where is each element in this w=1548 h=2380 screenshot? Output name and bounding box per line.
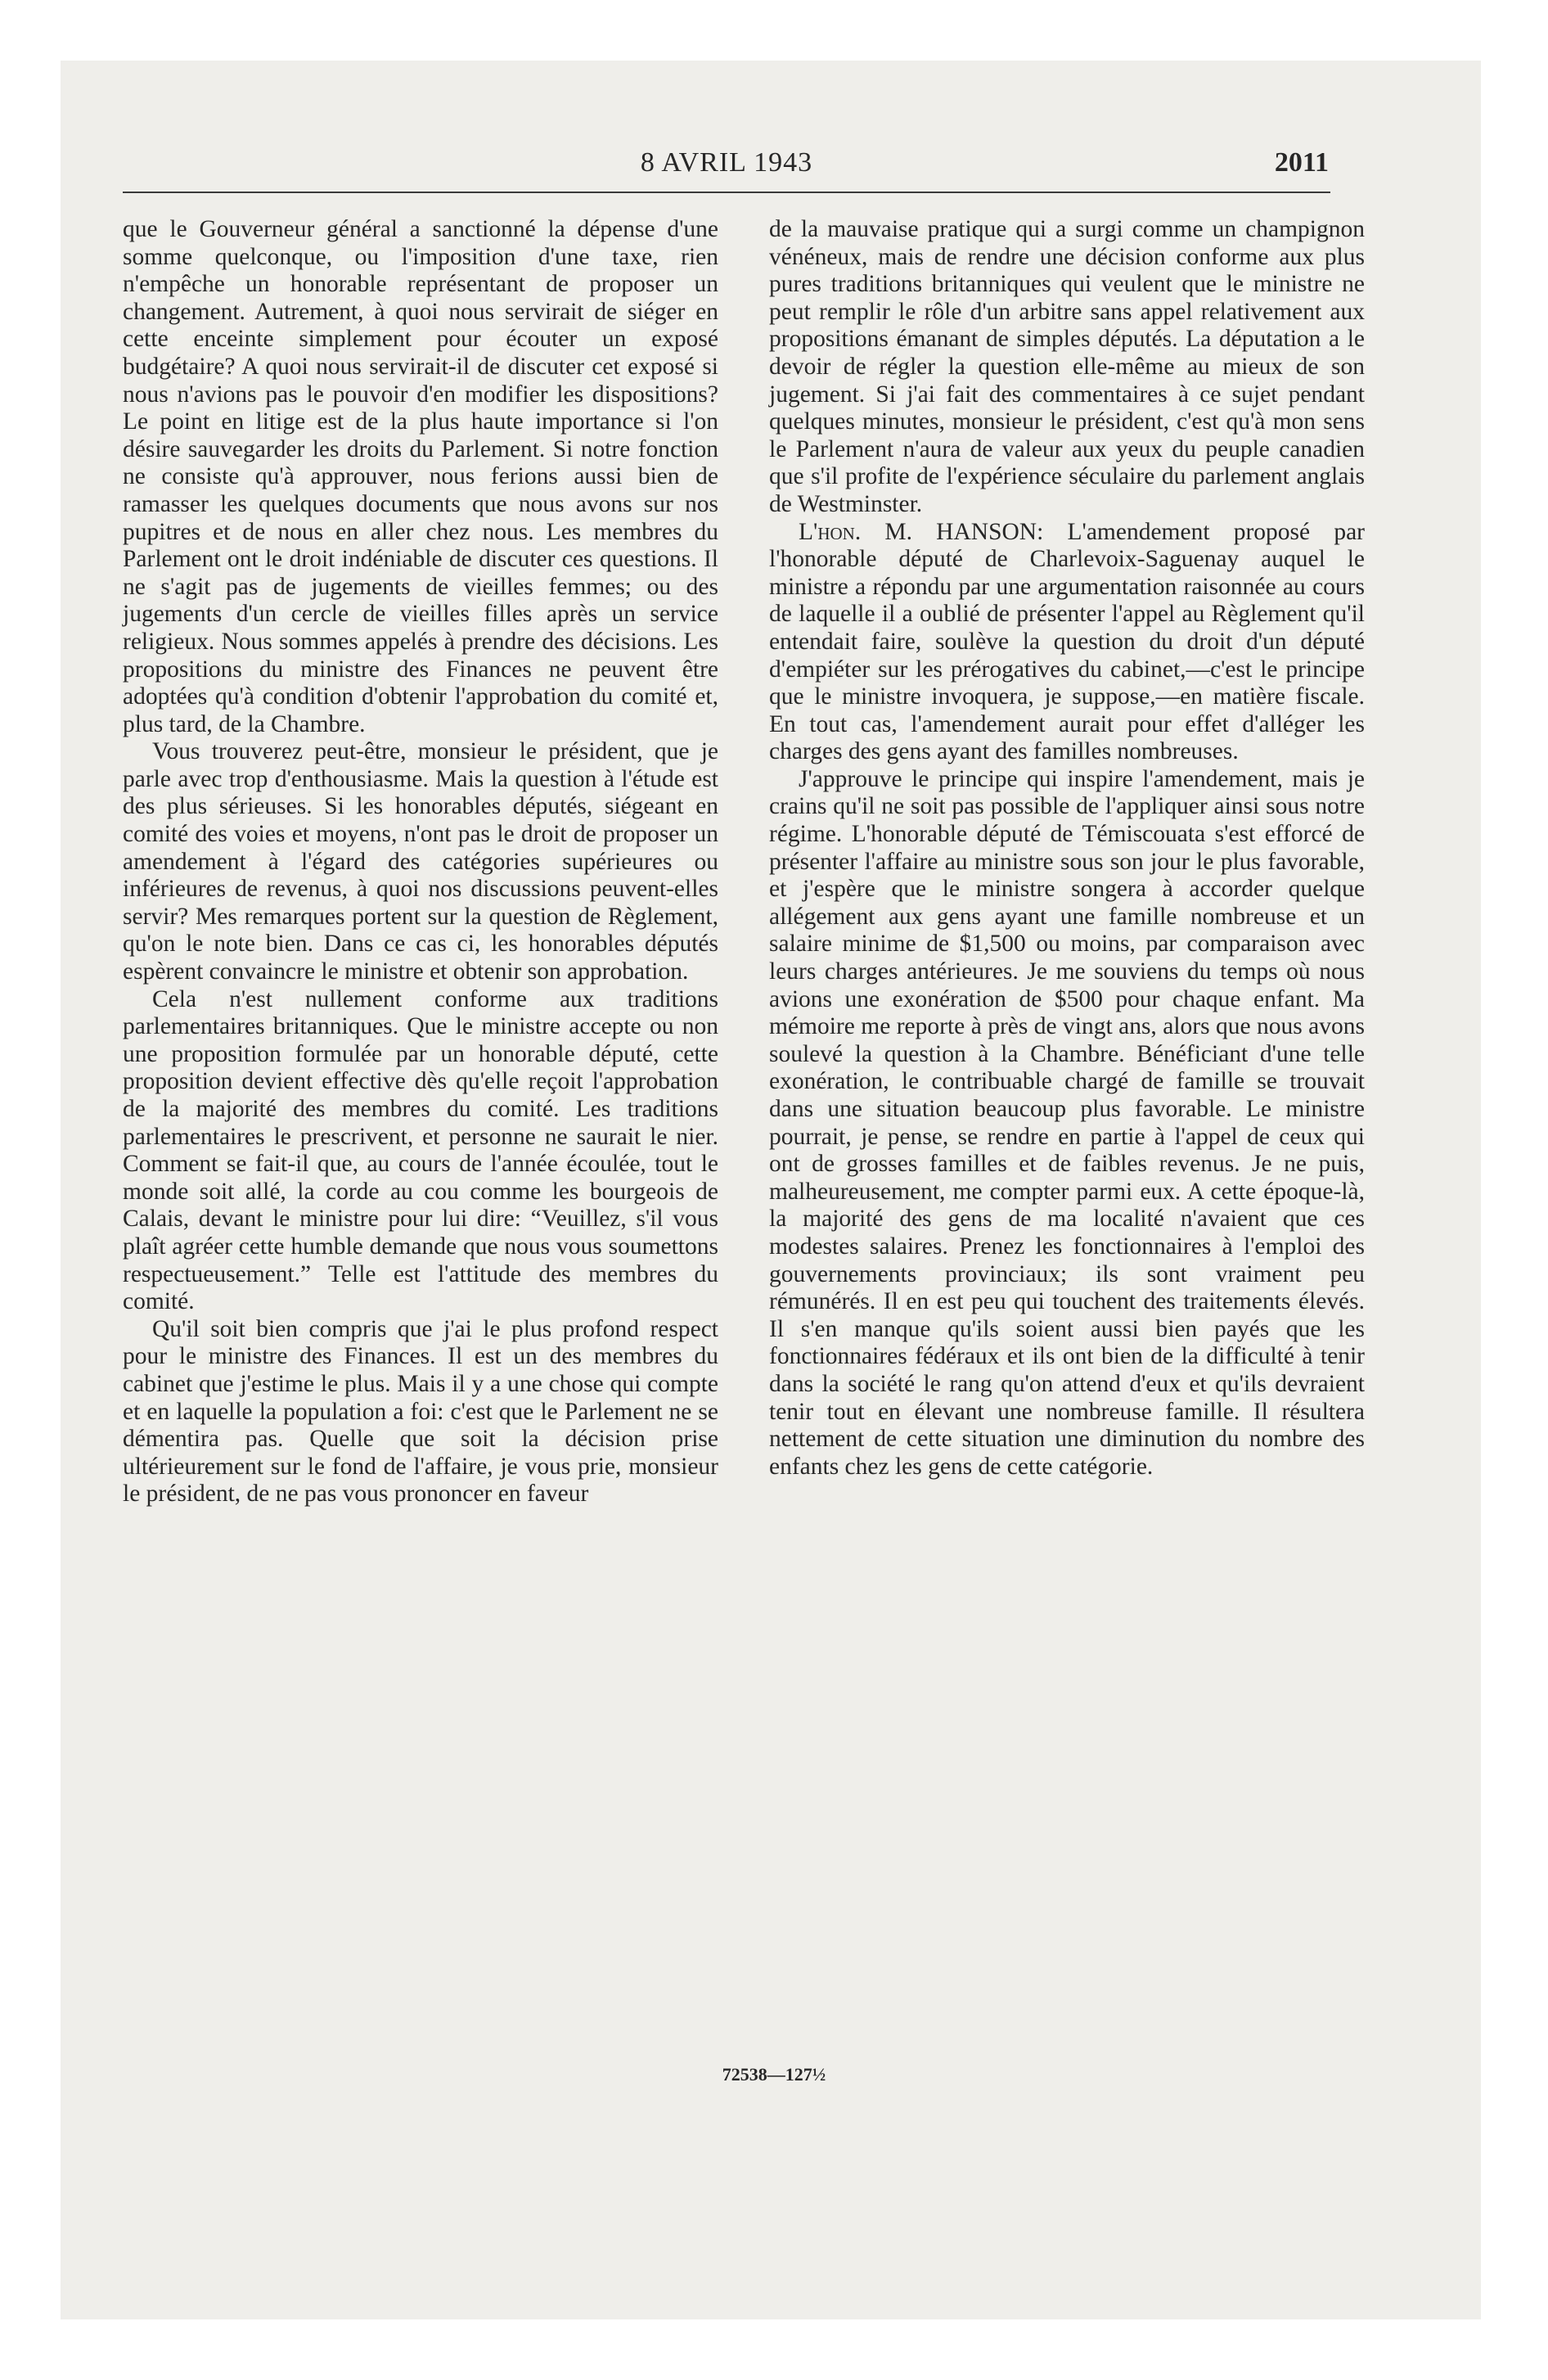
- left-column: [123, 216, 718, 1508]
- right-column: [769, 216, 1365, 1481]
- paragraph: Vous trouverez peut-être, monsieur le président, que je parle avec trop d'enthousiasme. Mais la question à l'étude est des plus sérieuses. Si les honorables députés, siégeant en comité des voies et moyens, n'ont pas le droit de proposer un amendement à l'égard des catégories supérieures ou inférieures de revenus, à quoi nos discussions peuvent-elles servir? Mes remarques portent sur la question de Règlement, qu'on le note bien. Dans ce cas ci, les honorables députés espèrent convaincre le ministre et obtenir son approbation.: [123, 738, 718, 985]
- speech-paragraph: [769, 519, 1365, 766]
- page-header: [123, 147, 1330, 193]
- paragraph: Qu'il soit bien compris que j'ai le plus profond respect pour le ministre des Finances. Il est un des membres du cabinet que j'estime le plus. Mais il y a une chose qui compte et en laquelle la population a foi: c'est que le Parlement ne se démentira pas. Quelle que soit la décision prise ultérieurement sur le fond de l'affaire, je vous prie, monsieur le président, de ne pas vous prononcer en faveur: [123, 1315, 718, 1508]
- paragraph: J'approuve le principe qui inspire l'amendement, mais je crains qu'il ne soit pas possible de l'appliquer ainsi sous notre régime. L'honorable député de Témiscouata s'est efforcé de présenter l'affaire au ministre sous son jour le plus favorable, et j'espère que le ministre songera à accorder quelque allégement aux gens ayant une famille nombreuse et un salaire minime de $1,500 ou moins, par comparaison avec leurs charges antérieures. Je me souviens du temps où nous avions une exonération de $500 pour chaque enfant. Ma mémoire me reporte à près de vingt ans, alors que nous avons soulevé la question à la Chambre. Bénéficiant d'une telle exonération, le contribuable chargé de famille se trouvait dans une situation beaucoup plus favorable. Le ministre pourrait, je pense, se rendre en partie à l'appel de ceux qui ont de grosses familles et de faibles revenus. Je ne puis, malheureusement, me compter parmi eux. A cette époque-là, la majorité des gens de ma localité n'avaient que ces modestes salaires. Prenez les fonctionnaires à l'emploi des gouvernements provinciaux; ils sont vraiment peu rémunérés. Il en est peu qui touchent des traitements élevés. Il s'en manque qu'ils soient aussi bien payés que les fonctionnaires fédéraux et ils ont bien de la difficulté à tenir dans la société le rang qu'on attend d'eux et qu'ils devraient tenir tout en élevant une nombreuse famille. Il résultera nettement de cette situation une diminution du nombre des enfants chez les gens de cette catégorie.: [769, 765, 1365, 1480]
- speaker-name: L'hon. M. HANSON:: [799, 518, 1044, 545]
- speech-text: L'amendement proposé par l'honorable député de Charlevoix-Saguenay auquel le ministre a répondu par une argumentation raisonnée au cours de laquelle il a oublié de présenter l'appel au Règlement qu'il entendait faire, soulève la question du droit d'un député d'empiéter sur les prérogatives du cabinet,—c'est le principe que le ministre invoquera, je suppose,—en matière fiscale. En tout cas, l'amendement aurait pour effet d'alléger les charges des gens ayant des familles nombreuses.: [769, 518, 1365, 765]
- page-date: 8 AVRIL 1943: [640, 147, 813, 178]
- page-number: 2011: [1274, 147, 1329, 178]
- paragraph: Cela n'est nullement conforme aux traditions parlementaires britanniques. Que le ministre accepte ou non une proposition formulée par un honorable député, cette proposition devient effective dès qu'elle reçoit l'approbation de la majorité des membres du comité. Les traditions parlementaires le prescrivent, et personne ne saurait le nier. Comment se fait-il que, au cours de l'année écoulée, tout le monde soit allé, la corde au cou comme les bourgeois de Calais, devant le ministre pour lui dire: “Veuillez, s'il vous plaît agréer cette humble demande que nous vous soumettons respectueusement.” Telle est l'attitude des membres du comité.: [123, 985, 718, 1315]
- print-code: 72538—127½: [722, 2064, 826, 2085]
- paragraph: de la mauvaise pratique qui a surgi comme un champignon vénéneux, mais de rendre une décision conforme aux plus pures traditions britanniques qui veulent que le ministre ne peut remplir le rôle d'un arbitre sans appel relativement aux propositions émanant de simples députés. La députation a le devoir de régler la question elle-même au mieux de son jugement. Si j'ai fait des commentaires à ce sujet pendant quelques minutes, monsieur le président, c'est qu'à mon sens le Parlement n'aura de valeur aux yeux du peuple canadien que s'il profite de l'expérience séculaire du parlement anglais de Westminster.: [769, 216, 1365, 517]
- paragraph: que le Gouverneur général a sanctionné la dépense d'une somme quelconque, ou l'imposition d'une taxe, rien n'empêche un honorable représentant de proposer un changement. Autrement, à quoi nous servirait de siéger en cette enceinte simplement pour écouter un exposé budgétaire? A quoi nous servirait-il de discuter cet exposé si nous n'avions pas le pouvoir d'en modifier les dispositions? Le point en litige est de la plus haute importance si l'on désire sauvegarder les droits du Parlement. Si notre fonction ne consiste qu'à approuver, nous ferions aussi bien de ramasser les quelques documents que nous avons sur nos pupitres et de nous en aller chez nous. Les membres du Parlement ont le droit indéniable de discuter ces questions. Il ne s'agit pas de jugements de vieilles femmes; ou des jugements d'un cercle de vieilles filles après un service religieux. Nous sommes appelés à prendre des décisions. Les propositions du ministre des Finances ne peuvent être adoptées qu'à condition d'obtenir l'approbation du comité et, plus tard, de la Chambre.: [123, 216, 718, 737]
